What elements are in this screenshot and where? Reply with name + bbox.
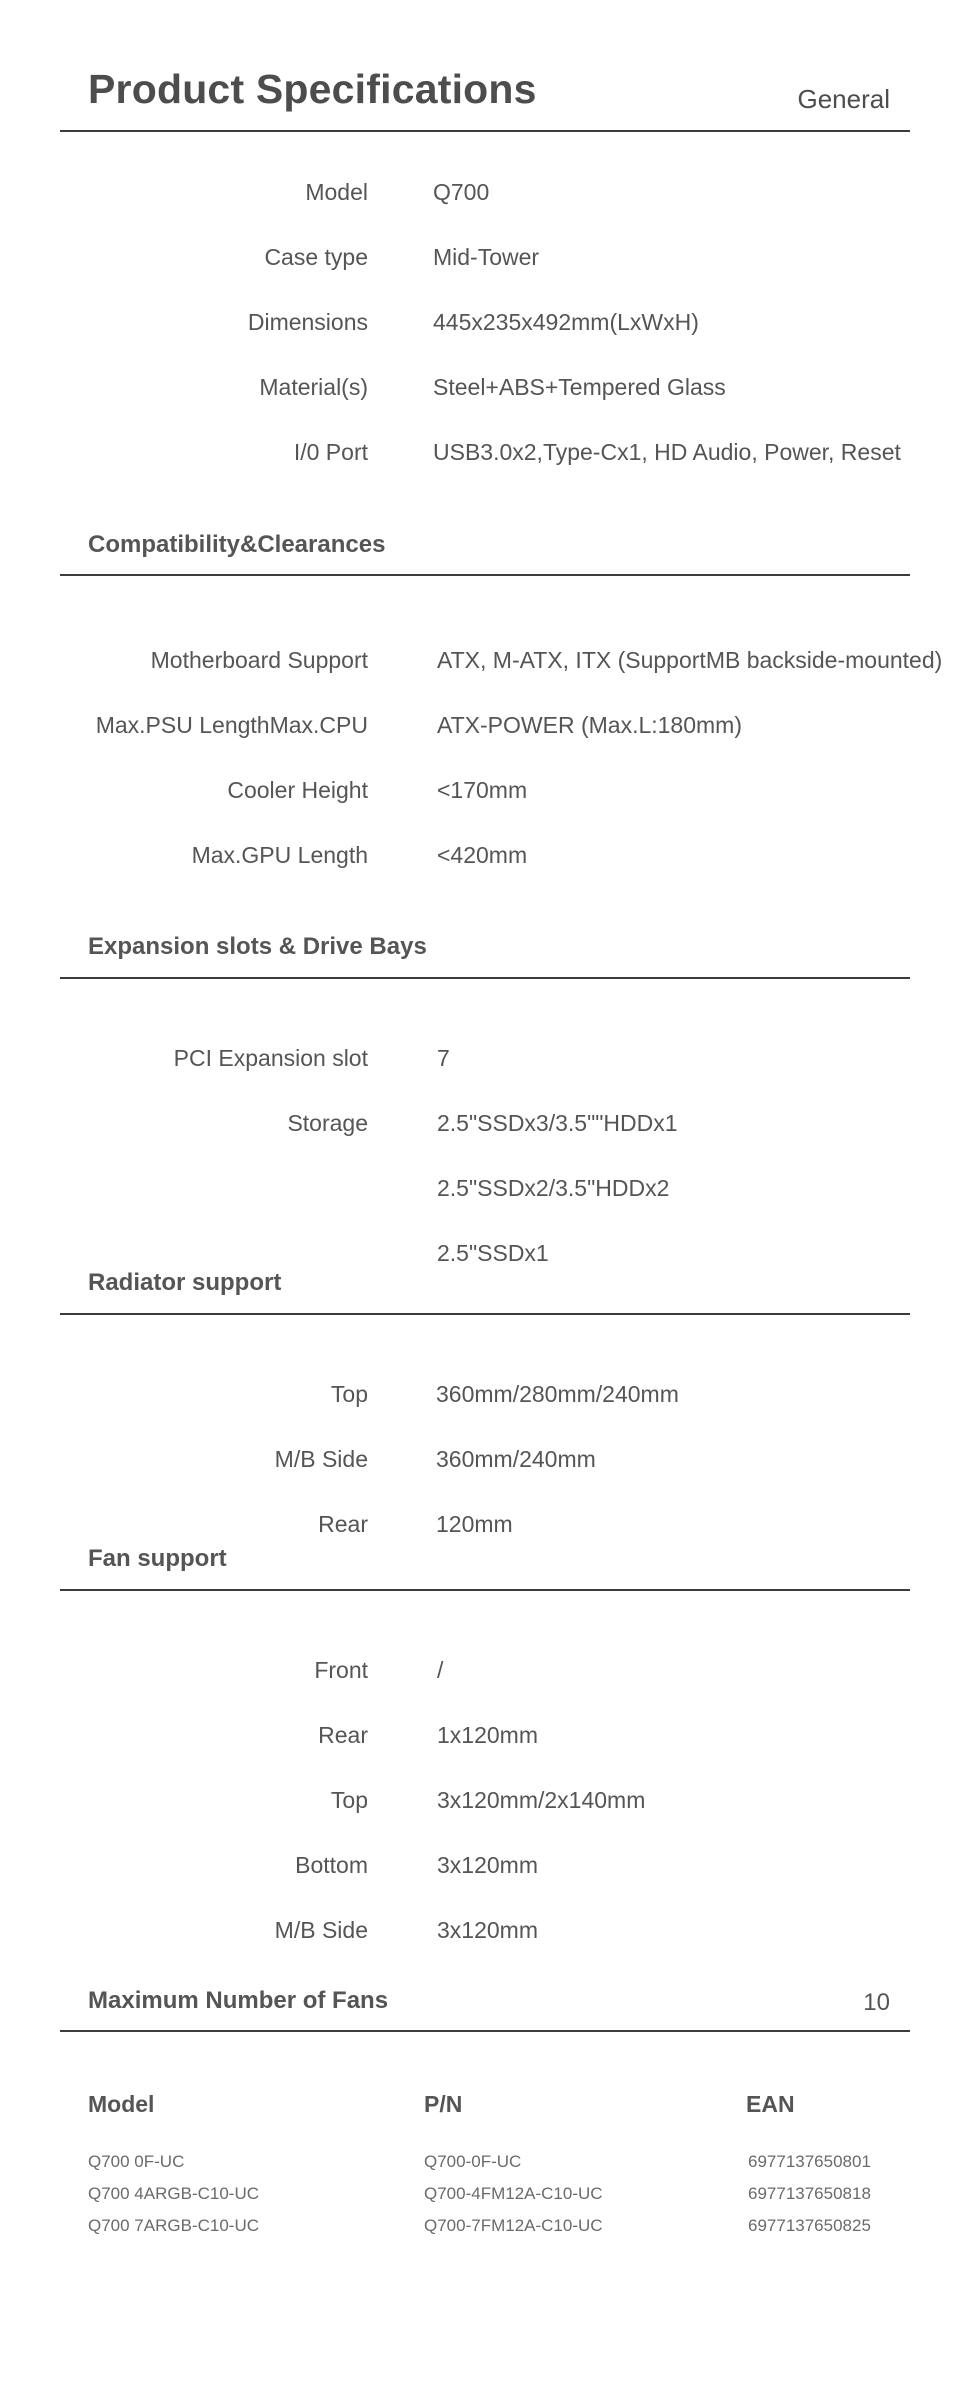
section-title-expansion: Expansion slots & Drive Bays [88, 933, 427, 960]
spec-label: M/B Side [274, 1917, 368, 1943]
spec-value: 3x120mm [437, 1917, 538, 1943]
section-title-max-fans: Maximum Number of Fans [88, 1987, 389, 2014]
general-label: General [797, 84, 890, 114]
spec-value: 445x235x492mm(LxWxH) [433, 309, 699, 335]
spec-row [0, 1233, 960, 1273]
spec-label: Case type [264, 244, 368, 270]
spec-row [0, 1715, 960, 1755]
spec-row [0, 1168, 960, 1208]
spec-row [0, 640, 960, 680]
spec-value: 360mm/240mm [436, 1446, 596, 1472]
spec-label: Material(s) [259, 374, 368, 400]
spec-value: 2.5"SSDx2/3.5"HDDx2 [437, 1175, 670, 1201]
spec-row [0, 1845, 960, 1885]
section-title-compatibility: Compatibility&Clearances [88, 531, 386, 558]
spec-row [0, 302, 960, 342]
spec-row [0, 705, 960, 745]
page-title: Product Specifications [88, 66, 537, 112]
spec-value: USB3.0x2,Type-Cx1, HD Audio, Power, Reset [433, 439, 901, 465]
spec-row [0, 172, 960, 212]
spec-label: Model [305, 179, 368, 205]
spec-value: 360mm/280mm/240mm [436, 1381, 679, 1407]
spec-value: 1x120mm [437, 1722, 538, 1748]
spec-value: ATX, M-ATX, ITX (SupportMB backside-mounted) [437, 647, 943, 673]
spec-value: 2.5"SSDx1 [437, 1240, 549, 1266]
spec-row [0, 1103, 960, 1143]
section-divider [60, 977, 910, 979]
spec-label: Motherboard Support [150, 647, 368, 673]
section-title-fans: Fan support [88, 1545, 227, 1572]
table-cell: 6977137650801 [748, 2152, 871, 2171]
table-cell: 6977137650825 [748, 2216, 871, 2235]
table-cell: 6977137650818 [748, 2184, 871, 2203]
section-divider [60, 1589, 910, 1591]
spec-label: Bottom [295, 1852, 368, 1878]
spec-row [0, 1439, 960, 1479]
spec-value: Steel+ABS+Tempered Glass [433, 374, 726, 400]
spec-row [0, 1374, 960, 1414]
table-header-ean: EAN [746, 2091, 795, 2117]
max-fans-value: 10 [863, 1989, 890, 2016]
table-cell: Q700-0F-UC [424, 2152, 522, 2171]
spec-label: Storage [287, 1110, 368, 1136]
spec-label: PCI Expansion slot [173, 1045, 368, 1071]
section-divider [60, 1313, 910, 1315]
spec-row [0, 1650, 960, 1690]
spec-value: 120mm [436, 1511, 513, 1537]
table-cell: Q700-4FM12A-C10-UC [424, 2184, 603, 2203]
spec-label: Max.GPU Length [191, 842, 368, 868]
table-header-pn: P/N [424, 2091, 463, 2117]
spec-value: / [437, 1657, 444, 1683]
spec-row [0, 1910, 960, 1950]
table-cell: Q700-7FM12A-C10-UC [424, 2216, 603, 2235]
spec-label: Cooler Height [227, 777, 368, 803]
section-divider [60, 574, 910, 576]
spec-value: Q700 [433, 179, 490, 205]
spec-label: Max.PSU LengthMax.CPU [95, 712, 368, 738]
spec-row [0, 770, 960, 810]
spec-label: I/0 Port [293, 439, 368, 465]
spec-value: 7 [437, 1045, 450, 1071]
spec-label: Front [314, 1657, 368, 1683]
spec-label: Rear [318, 1722, 368, 1748]
spec-value: Mid-Tower [433, 244, 540, 270]
spec-label: Top [330, 1787, 368, 1813]
spec-value: <170mm [437, 777, 528, 803]
spec-label: Rear [318, 1511, 368, 1537]
spec-value: 2.5"SSDx3/3.5""HDDx1 [437, 1110, 678, 1136]
table-header-model: Model [88, 2091, 155, 2117]
spec-row [0, 237, 960, 277]
spec-label: Dimensions [247, 309, 368, 335]
spec-value: ATX-POWER (Max.L:180mm) [437, 712, 742, 738]
table-cell: Q700 7ARGB-C10-UC [88, 2216, 260, 2235]
spec-value: 3x120mm/2x140mm [437, 1787, 646, 1813]
spec-label: M/B Side [274, 1446, 368, 1472]
spec-label: Top [330, 1381, 368, 1407]
table-cell: Q700 4ARGB-C10-UC [88, 2184, 260, 2203]
header-divider [60, 130, 910, 132]
spec-value: <420mm [437, 842, 528, 868]
spec-row [0, 432, 960, 472]
spec-row [0, 1504, 960, 1544]
section-title-radiator: Radiator support [88, 1269, 282, 1296]
spec-row [0, 1038, 960, 1078]
spec-row [0, 1780, 960, 1820]
table-cell: Q700 0F-UC [88, 2152, 185, 2171]
section-divider [60, 2030, 910, 2032]
spec-row [0, 835, 960, 875]
spec-value: 3x120mm [437, 1852, 538, 1878]
spec-row [0, 367, 960, 407]
